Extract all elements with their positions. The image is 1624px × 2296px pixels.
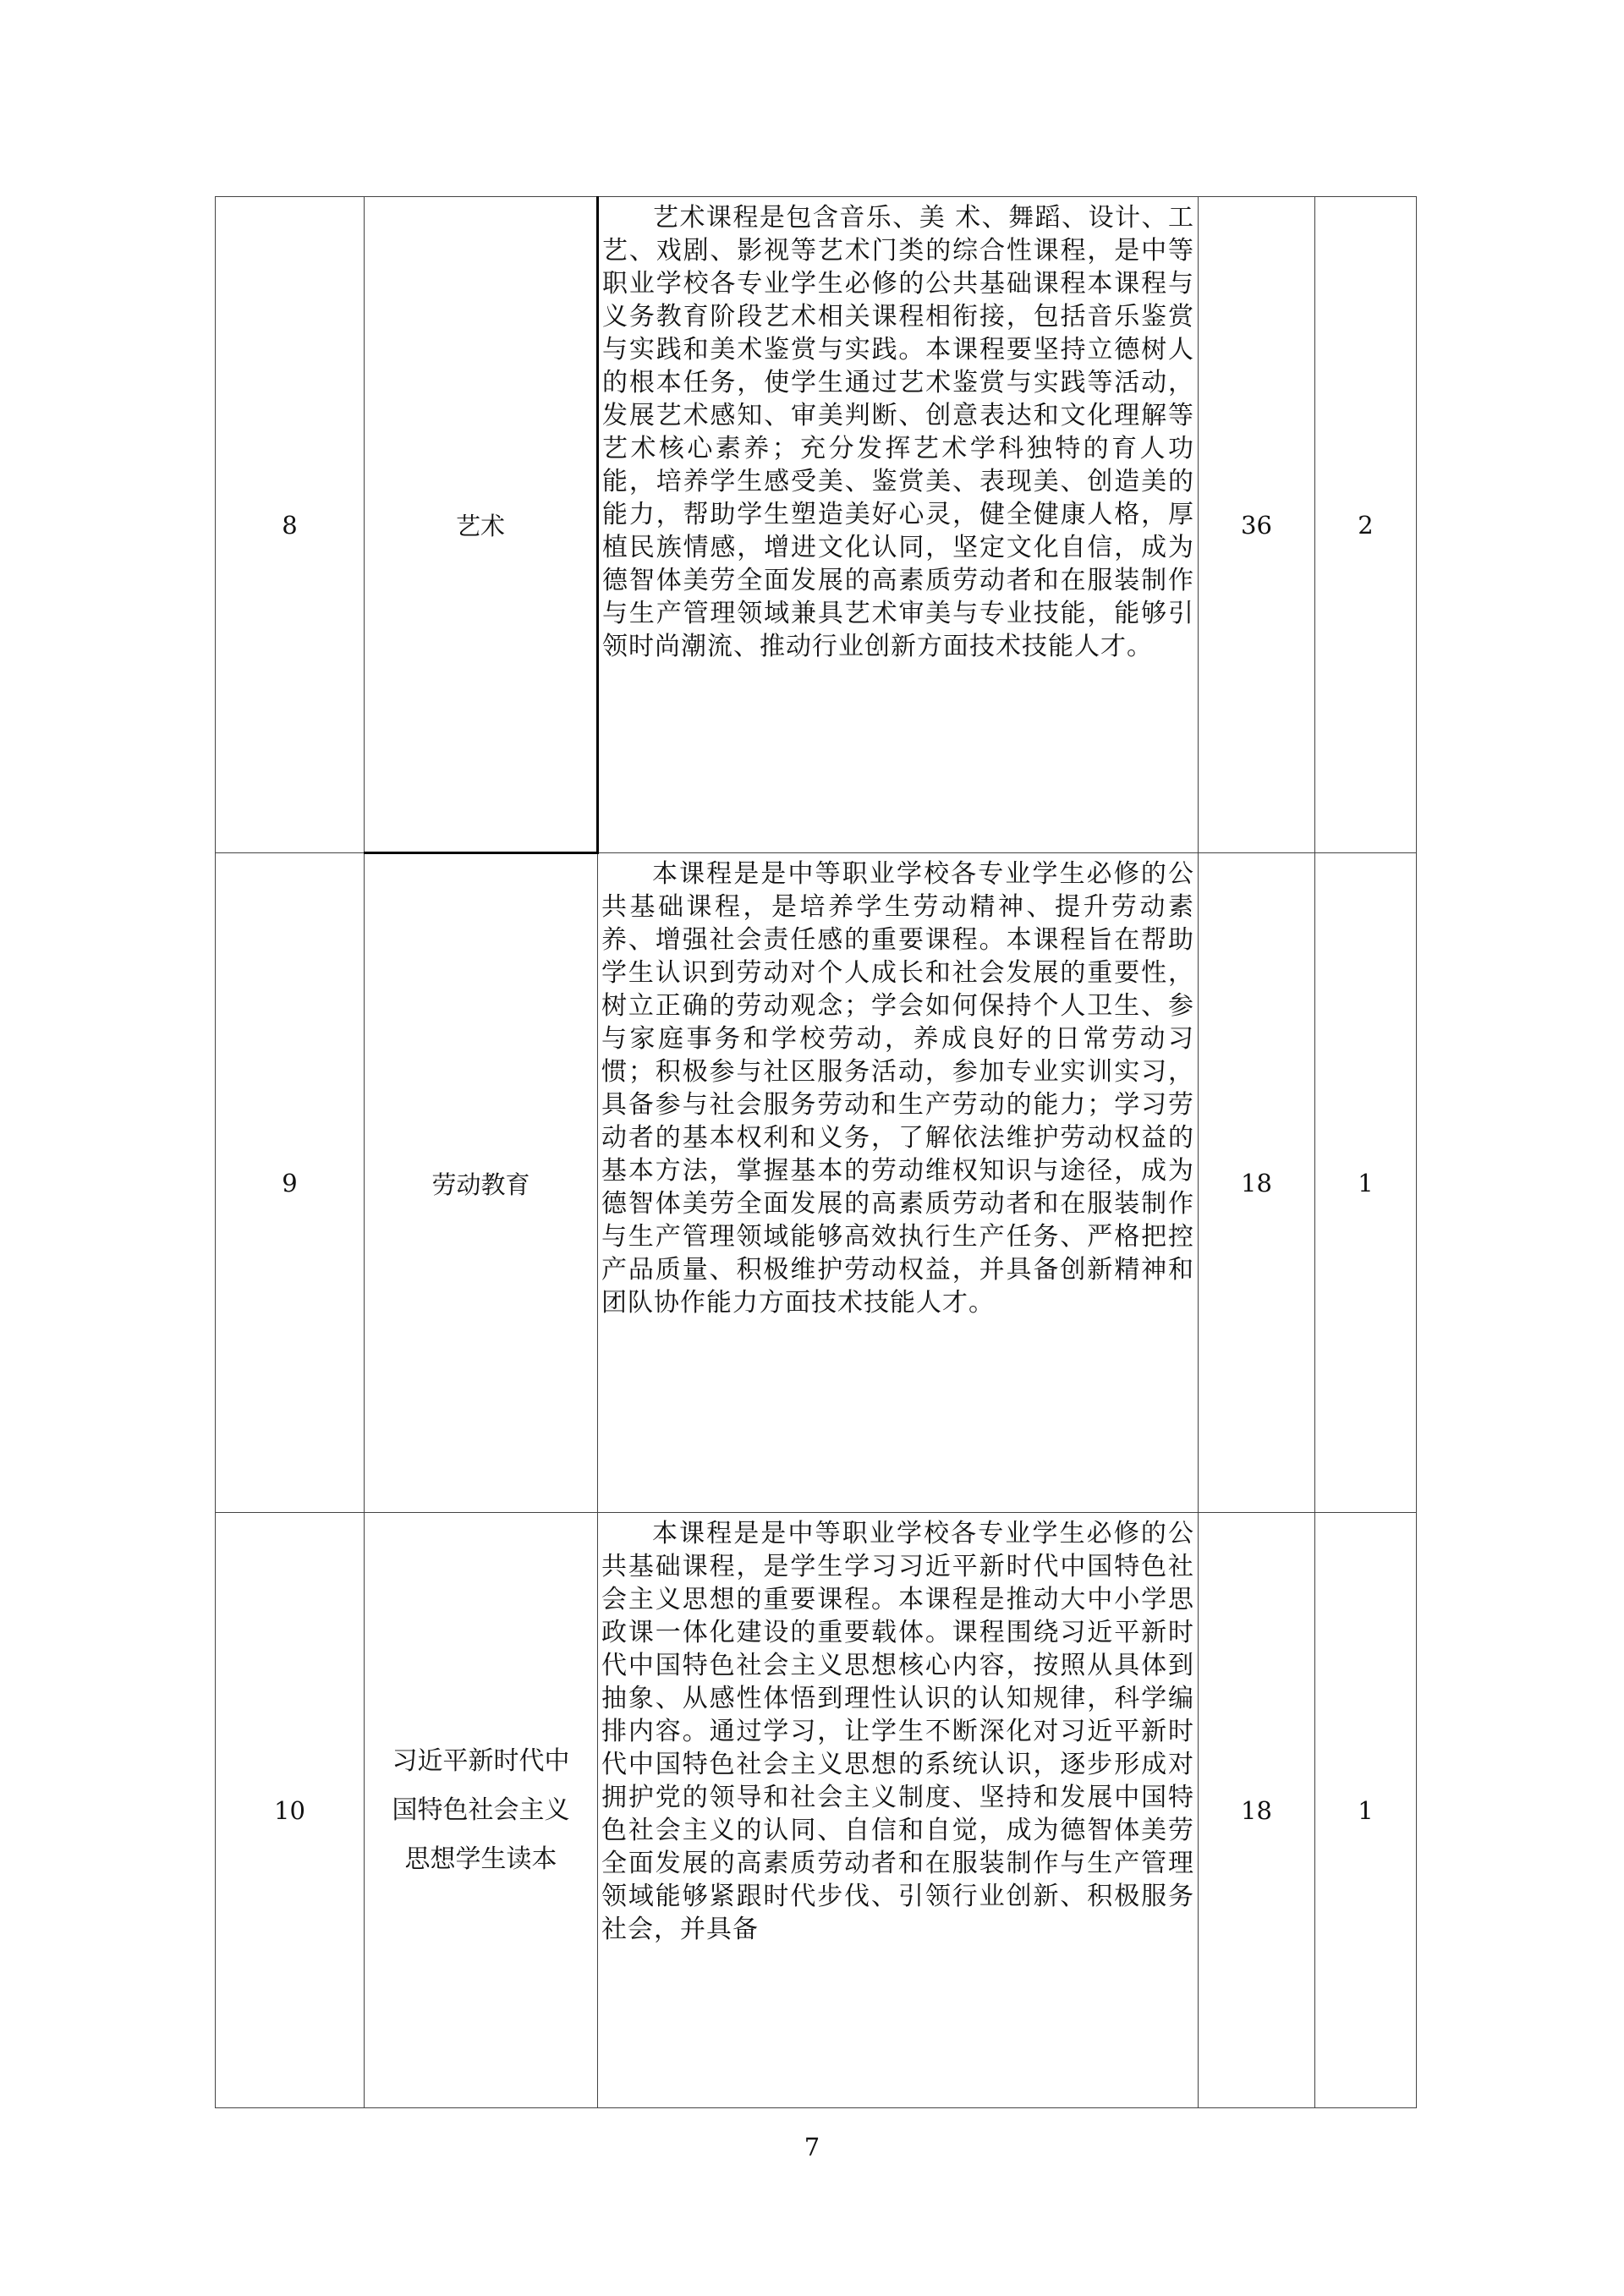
course-name bbox=[365, 1737, 597, 1884]
table-row bbox=[216, 197, 1417, 853]
course-number: 8 bbox=[216, 197, 365, 853]
course-credits: 2 bbox=[1315, 197, 1417, 853]
course-hours: 36 bbox=[1199, 197, 1315, 853]
course-name: 艺术 bbox=[365, 197, 598, 853]
course-description-cell bbox=[598, 197, 1199, 853]
course-table bbox=[215, 196, 1417, 2108]
course-description: 本课程是是中等职业学校各专业学生必修的公共基础课程，是学生学习习近平新时代中国特色社会主义思想的重要课程。本课程是推动大中小学思政课一体化建设的重要载体。课程围绕习近平新时代中国特色社会主义思想核心内容，按照从具体到抽象、从感性体悟到理性认识的认知规律，科学编排内容。通过学习，让学生不断深化对习近平新时代中国特色社会主义思想的系统认识，逐步形成对拥护党的领导和社会主义制度、坚持和发展中国特色社会主义的认同、自信和自觉，成为德智体美劳全面发展的高素质劳动者和在服装制作与生产管理领域能够紧跟时代步伐、引领行业创新、积极服务社会，并具备 bbox=[601, 1519, 1194, 1944]
course-description-cell bbox=[598, 1513, 1199, 2108]
table-row bbox=[216, 853, 1417, 1513]
course-credits: 1 bbox=[1315, 1513, 1417, 2108]
course-number: 10 bbox=[216, 1513, 365, 2108]
page-number: 7 bbox=[804, 2133, 820, 2162]
course-name-line: 国特色社会主义 bbox=[392, 1795, 570, 1825]
course-credits: 1 bbox=[1315, 853, 1417, 1513]
course-number: 9 bbox=[216, 853, 365, 1513]
course-name-line: 习近平新时代中 bbox=[392, 1745, 570, 1776]
course-name-cell bbox=[365, 1513, 598, 2108]
course-name-line: 思想学生读本 bbox=[404, 1844, 557, 1874]
course-description-cell bbox=[598, 853, 1199, 1513]
course-hours: 18 bbox=[1199, 1513, 1315, 2108]
course-description: 本课程是是中等职业学校各专业学生必修的公共基础课程，是培养学生劳动精神、提升劳动素养、增强社会责任感的重要课程。本课程旨在帮助学生认识到劳动对个人成长和社会发展的重要性，树立正确的劳动观念；学会如何保持个人卫生、参与家庭事务和学校劳动，养成良好的日常劳动习惯；积极参与社区服务活动，参加专业实训实习，具备参与社会服务劳动和生产劳动的能力；学习劳动者的基本权利和义务，了解依法维护劳动权益的基本方法，掌握基本的劳动维权知识与途径，成为德智体美劳全面发展的高素质劳动者和在服装制作与生产管理领域能够高效执行生产任务、严格把控产品质量、积极维护劳动权益，并具备创新精神和团队协作能力方面技术技能人才。 bbox=[601, 859, 1194, 1318]
course-name: 劳动教育 bbox=[365, 853, 598, 1513]
course-description: 艺术课程是包含音乐、美 术、舞蹈、设计、工艺、戏剧、影视等艺术门类的综合性课程，是中等职业学校各专业学生必修的公共基础课程本课程与义务教育阶段艺术相关课程相衔接，包括音乐鉴赏与实践和美术鉴赏与实践。本课程要坚持立德树人的根本任务，使学生通过艺术鉴赏与实践等活动，发展艺术感知、审美判断、创意表达和文化理解等艺术核心素养；充分发挥艺术学科独特的育人功能，培养学生感受美、鉴赏美、表现美、创造美的能力，帮助学生塑造美好心灵，健全健康人格，厚植民族情感，增进文化认同，坚定文化自信，成为德智体美劳全面发展的高素质劳动者和在服装制作与生产管理领域兼具艺术审美与专业技能，能够引领时尚潮流、推动行业创新方面技术技能人才。 bbox=[602, 203, 1194, 661]
course-hours: 18 bbox=[1199, 853, 1315, 1513]
table-row bbox=[216, 1513, 1417, 2108]
